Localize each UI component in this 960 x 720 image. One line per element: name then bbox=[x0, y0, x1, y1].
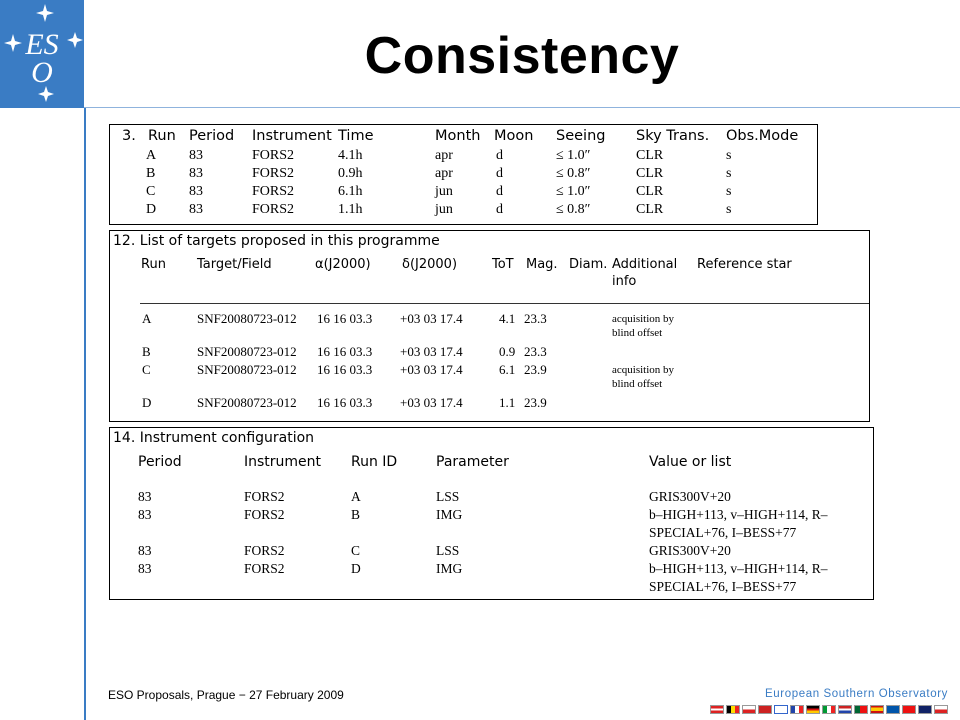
cell-run: D bbox=[146, 202, 157, 217]
cell-instrument: FORS2 bbox=[252, 166, 295, 181]
austria-flag-icon bbox=[710, 705, 724, 714]
cell-seeing: ≤ 1.0″ bbox=[556, 148, 591, 163]
cell-run: A bbox=[142, 311, 152, 326]
cell-period: 83 bbox=[138, 489, 152, 504]
cell-ra: 16 16 03.3 bbox=[317, 311, 373, 326]
cell-moon: d bbox=[496, 184, 503, 199]
cell-time: 0.9h bbox=[338, 166, 363, 181]
cell-period: 83 bbox=[138, 543, 152, 558]
cell-mag: 23.9 bbox=[524, 362, 547, 377]
svg-text:ES: ES bbox=[25, 28, 59, 61]
header-divider bbox=[84, 107, 960, 108]
finland-flag-icon bbox=[774, 705, 788, 714]
cell-instrument: FORS2 bbox=[252, 202, 295, 217]
cell-parameter: IMG bbox=[436, 561, 463, 576]
cell-info: blind offset bbox=[612, 327, 663, 339]
col-value: Value or list bbox=[649, 454, 732, 470]
cell-tot: 6.1 bbox=[499, 362, 516, 377]
cell-month: apr bbox=[435, 148, 453, 163]
col-period: Period bbox=[138, 454, 182, 470]
col-additional: Additional bbox=[612, 257, 678, 272]
col-diam: Diam. bbox=[569, 257, 608, 272]
instrument-section-title: 14. Instrument configuration bbox=[113, 430, 315, 446]
cell-ra: 16 16 03.3 bbox=[317, 362, 373, 377]
col-run-id: Run ID bbox=[351, 454, 398, 470]
runs-section-number: 3. bbox=[122, 128, 136, 144]
cell-moon: d bbox=[496, 202, 503, 217]
left-accent-line bbox=[84, 108, 86, 720]
cell-parameter: LSS bbox=[436, 543, 460, 558]
cell-sky: CLR bbox=[636, 166, 664, 181]
cell-time: 4.1h bbox=[338, 148, 363, 163]
cell-period: 83 bbox=[189, 184, 203, 199]
cell-value-cont: SPECIAL+76, I–BESS+77 bbox=[649, 579, 797, 594]
cell-target: SNF20080723-012 bbox=[197, 362, 297, 377]
cell-parameter: IMG bbox=[436, 507, 463, 522]
cell-target: SNF20080723-012 bbox=[197, 395, 297, 410]
eso-logo-graphic bbox=[0, 0, 84, 108]
cell-info: blind offset bbox=[612, 378, 663, 390]
cell-value: GRIS300V+20 bbox=[649, 489, 731, 504]
portugal-flag-icon bbox=[854, 705, 868, 714]
cell-mag: 23.9 bbox=[524, 395, 547, 410]
cell-mag: 23.3 bbox=[524, 344, 547, 359]
cell-seeing: ≤ 1.0″ bbox=[556, 184, 591, 199]
col-instrument: Instrument bbox=[252, 128, 332, 144]
netherlands-flag-icon bbox=[838, 705, 852, 714]
col-reference-star: Reference star bbox=[697, 257, 792, 272]
cell-mode: s bbox=[726, 148, 732, 163]
cell-run: C bbox=[146, 184, 156, 199]
cell-dec: +03 03 17.4 bbox=[400, 344, 463, 359]
col-parameter: Parameter bbox=[436, 454, 509, 470]
targets-section-title: 12. List of targets proposed in this programme bbox=[113, 233, 440, 249]
cell-dec: +03 03 17.4 bbox=[400, 311, 463, 326]
cell-month: jun bbox=[435, 184, 453, 199]
cell-run: B bbox=[146, 166, 156, 181]
czech-flag-icon bbox=[742, 705, 756, 714]
member-state-flags bbox=[710, 705, 948, 715]
col-tot: ToT bbox=[492, 257, 514, 272]
cell-instrument: FORS2 bbox=[252, 148, 295, 163]
switzerland-flag-icon bbox=[902, 705, 916, 714]
cell-dec: +03 03 17.4 bbox=[400, 395, 463, 410]
denmark-flag-icon bbox=[758, 705, 772, 714]
czech-republic-flag-icon bbox=[934, 705, 948, 714]
slide-title: Consistency bbox=[364, 27, 680, 85]
spain-flag-icon bbox=[870, 705, 884, 714]
cell-target: SNF20080723-012 bbox=[197, 311, 297, 326]
cell-time: 1.1h bbox=[338, 202, 363, 217]
cell-ra: 16 16 03.3 bbox=[317, 344, 373, 359]
cell-mode: s bbox=[726, 202, 732, 217]
col-run: Run bbox=[148, 128, 176, 144]
col-moon: Moon bbox=[494, 128, 534, 144]
col-run: Run bbox=[141, 257, 166, 272]
cell-run: C bbox=[142, 362, 151, 377]
col-time: Time bbox=[338, 128, 374, 144]
cell-tot: 0.9 bbox=[499, 344, 516, 359]
cell-time: 6.1h bbox=[338, 184, 363, 199]
col-seeing: Seeing bbox=[556, 128, 606, 144]
cell-instrument: FORS2 bbox=[244, 489, 285, 504]
cell-dec: +03 03 17.4 bbox=[400, 362, 463, 377]
cell-instrument: FORS2 bbox=[244, 507, 285, 522]
cell-mag: 23.3 bbox=[524, 311, 547, 326]
germany-flag-icon bbox=[806, 705, 820, 714]
cell-sky: CLR bbox=[636, 184, 664, 199]
cell-value-cont: SPECIAL+76, I–BESS+77 bbox=[649, 525, 797, 540]
col-sky-trans: Sky Trans. bbox=[636, 128, 710, 144]
col-additional-line2: info bbox=[612, 274, 637, 289]
cell-value: b–HIGH+113, v–HIGH+114, R– bbox=[649, 507, 828, 522]
cell-period: 83 bbox=[189, 202, 203, 217]
cell-mode: s bbox=[726, 166, 732, 181]
cell-seeing: ≤ 0.8″ bbox=[556, 166, 591, 181]
footer-event: ESO Proposals, Prague − 27 February 2009 bbox=[108, 688, 344, 702]
col-period: Period bbox=[189, 128, 235, 144]
col-ra: α(J2000) bbox=[315, 257, 371, 272]
italy-flag-icon bbox=[822, 705, 836, 714]
cell-run: A bbox=[146, 148, 157, 163]
cell-ra: 16 16 03.3 bbox=[317, 395, 373, 410]
cell-period: 83 bbox=[189, 148, 203, 163]
uk-flag-icon bbox=[918, 705, 932, 714]
cell-parameter: LSS bbox=[436, 489, 460, 504]
france-flag-icon bbox=[790, 705, 804, 714]
cell-sky: CLR bbox=[636, 148, 664, 163]
cell-mode: s bbox=[726, 184, 732, 199]
cell-tot: 4.1 bbox=[499, 311, 516, 326]
cell-value: b–HIGH+113, v–HIGH+114, R– bbox=[649, 561, 828, 576]
cell-moon: d bbox=[496, 166, 503, 181]
cell-month: apr bbox=[435, 166, 453, 181]
cell-period: 83 bbox=[138, 561, 152, 576]
cell-period: 83 bbox=[138, 507, 152, 522]
cell-run: D bbox=[142, 395, 152, 410]
col-month: Month bbox=[435, 128, 481, 144]
cell-target: SNF20080723-012 bbox=[197, 344, 297, 359]
cell-instrument: FORS2 bbox=[244, 543, 285, 558]
sweden-flag-icon bbox=[886, 705, 900, 714]
cell-run-id: C bbox=[351, 543, 361, 558]
runs-table-panel bbox=[109, 124, 818, 225]
header-rule bbox=[140, 303, 869, 304]
belgium-flag-icon bbox=[726, 705, 740, 714]
cell-instrument: FORS2 bbox=[244, 561, 285, 576]
cell-info: acquisition by bbox=[612, 313, 675, 325]
cell-run-id: A bbox=[351, 489, 361, 504]
instrument-config-panel bbox=[109, 427, 874, 600]
footer-organization: European Southern Observatory bbox=[765, 688, 948, 700]
eso-logo bbox=[0, 0, 84, 108]
cell-info: acquisition by bbox=[612, 364, 675, 376]
svg-text:O: O bbox=[31, 56, 53, 89]
cell-seeing: ≤ 0.8″ bbox=[556, 202, 591, 217]
cell-run-id: B bbox=[351, 507, 361, 522]
col-obs-mode: Obs.Mode bbox=[726, 128, 799, 144]
col-dec: δ(J2000) bbox=[402, 257, 458, 272]
cell-run-id: D bbox=[351, 561, 361, 576]
cell-sky: CLR bbox=[636, 202, 664, 217]
cell-month: jun bbox=[435, 202, 453, 217]
col-instrument: Instrument bbox=[244, 454, 322, 470]
cell-moon: d bbox=[496, 148, 503, 163]
cell-period: 83 bbox=[189, 166, 203, 181]
col-mag: Mag. bbox=[526, 257, 558, 272]
cell-value: GRIS300V+20 bbox=[649, 543, 731, 558]
col-target: Target/Field bbox=[197, 257, 272, 272]
cell-instrument: FORS2 bbox=[252, 184, 295, 199]
cell-run: B bbox=[142, 344, 151, 359]
cell-tot: 1.1 bbox=[499, 395, 516, 410]
targets-table-panel bbox=[109, 230, 870, 422]
